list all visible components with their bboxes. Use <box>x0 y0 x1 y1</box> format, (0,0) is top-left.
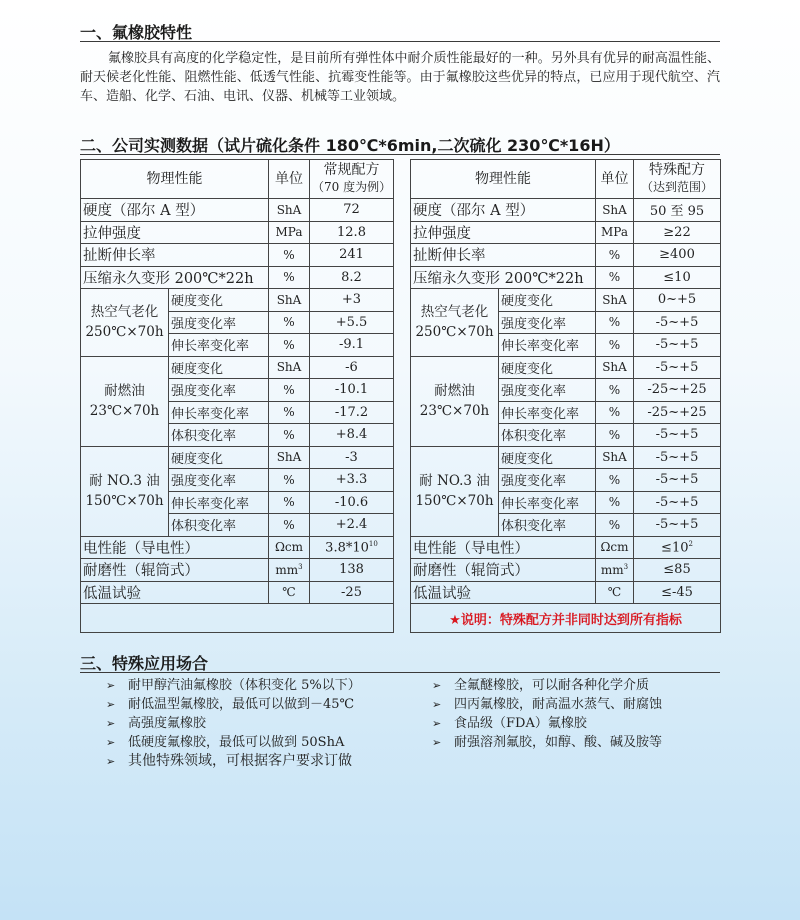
property-unit: ShA <box>269 289 310 312</box>
section-1-rule <box>80 41 720 42</box>
table-row <box>81 289 394 312</box>
section-3-title: 三、特殊应用场合 <box>80 654 209 673</box>
table-row <box>411 244 721 267</box>
test-group-label <box>411 446 499 536</box>
table-row <box>81 536 394 559</box>
unit-base: mm <box>600 562 624 577</box>
property-unit: % <box>596 401 634 424</box>
header-value-line1: 常规配方 <box>323 162 380 178</box>
table-row <box>81 266 394 289</box>
property-value: -9.1 <box>310 334 394 357</box>
property-name: 拉伸强度 <box>411 221 596 244</box>
arrow-bullet-icon: ➢ <box>106 679 116 692</box>
section-3-rule <box>80 672 720 673</box>
test-group-label <box>411 356 499 446</box>
property-name: 体积变化率 <box>169 424 269 447</box>
test-group-label <box>411 289 499 357</box>
test-group-condition: 250℃×70h <box>85 324 164 341</box>
property-value: -25~+25 <box>634 379 721 402</box>
property-value: -3 <box>310 446 394 469</box>
special-formula-table <box>410 159 721 633</box>
property-value: 12.8 <box>310 221 394 244</box>
property-unit: % <box>269 514 310 537</box>
table-row <box>81 559 394 582</box>
property-unit: % <box>596 491 634 514</box>
property-name: 强度变化率 <box>169 379 269 402</box>
table-footer-cell <box>411 604 721 633</box>
property-name: 伸长率变化率 <box>169 334 269 357</box>
table-row <box>81 356 394 379</box>
property-name: 强度变化率 <box>499 379 596 402</box>
property-name: 伸长率变化率 <box>499 491 596 514</box>
header-value-line1: 特殊配方 <box>649 162 705 178</box>
arrow-bullet-icon: ➢ <box>432 679 442 692</box>
value-exponent: 2 <box>688 539 693 548</box>
property-value: -5~+5 <box>634 334 721 357</box>
property-name: 硬度变化 <box>499 289 596 312</box>
property-value: ≥400 <box>634 244 721 267</box>
property-unit: Ωcm <box>596 536 634 559</box>
table-row <box>81 446 394 469</box>
property-name: 硬度变化 <box>169 289 269 312</box>
property-name: 压缩永久变形 200℃*22h <box>81 266 269 289</box>
property-unit: Ωcm <box>269 536 310 559</box>
test-group-label <box>81 446 169 536</box>
property-unit: % <box>596 334 634 357</box>
application-item <box>106 695 361 714</box>
property-value <box>634 536 721 559</box>
application-item <box>432 714 662 733</box>
property-value: -5~+5 <box>634 469 721 492</box>
property-name: 体积变化率 <box>499 424 596 447</box>
test-group-label <box>81 289 169 357</box>
property-unit: % <box>596 424 634 447</box>
table-row <box>81 221 394 244</box>
test-group-name: 耐 NO.3 油 <box>419 473 490 489</box>
table-row <box>411 221 721 244</box>
application-text: 高强度氟橡胶 <box>128 716 207 731</box>
property-unit <box>596 559 634 582</box>
property-value: +2.4 <box>310 514 394 537</box>
table-footer-row <box>81 604 394 633</box>
arrow-bullet-icon: ➢ <box>432 698 442 711</box>
property-unit: ShA <box>596 356 634 379</box>
property-value: ≥22 <box>634 221 721 244</box>
value-base: ≤10 <box>661 539 689 555</box>
test-group-condition: 150℃×70h <box>415 493 494 509</box>
property-unit: % <box>596 379 634 402</box>
property-name: 扯断伸长率 <box>81 244 269 267</box>
test-group-name: 热空气老化 <box>420 304 489 321</box>
test-group-condition: 23℃×70h <box>419 403 490 419</box>
unit-exponent: 3 <box>623 562 629 571</box>
property-value: -25 <box>310 581 394 604</box>
property-name: 耐磨性（辊筒式） <box>81 559 269 582</box>
property-unit: MPa <box>269 221 310 244</box>
table-row <box>411 266 721 289</box>
property-value: +3 <box>310 289 394 312</box>
property-value: +5.5 <box>310 311 394 334</box>
property-name: 体积变化率 <box>499 514 596 537</box>
test-group-label <box>81 356 169 446</box>
application-text: 耐强溶剂氟胶，如醇、酸、碱及胺等 <box>454 735 663 750</box>
property-value: ≤-45 <box>634 581 721 604</box>
application-text: 耐甲醇汽油氟橡胶（体积变化 5%以下） <box>128 678 361 693</box>
property-name: 低温试验 <box>411 581 596 604</box>
section-2-rule <box>80 154 720 155</box>
application-text: 低硬度氟橡胶，最低可以做到 50ShA <box>128 735 345 750</box>
property-unit: % <box>269 334 310 357</box>
property-value: 50 至 95 <box>634 199 721 222</box>
test-group-name: 耐 NO.3 油 <box>89 473 160 489</box>
property-unit: % <box>269 401 310 424</box>
property-name: 硬度变化 <box>169 356 269 379</box>
application-item <box>106 676 361 695</box>
property-name: 耐磨性（辊筒式） <box>411 559 596 582</box>
property-value: -10.1 <box>310 379 394 402</box>
property-value: 0~+5 <box>634 289 721 312</box>
property-name: 体积变化率 <box>169 514 269 537</box>
application-text: 食品级（FDA）氟橡胶 <box>454 716 587 731</box>
table-row <box>411 581 721 604</box>
property-unit: % <box>596 514 634 537</box>
property-value: -5~+5 <box>634 311 721 334</box>
property-unit: ShA <box>269 446 310 469</box>
property-unit: ShA <box>596 446 634 469</box>
property-unit: % <box>596 311 634 334</box>
application-text: 其他特殊领域，可根据客户要求订做 <box>128 753 352 769</box>
property-name: 扯断伸长率 <box>411 244 596 267</box>
unit-exponent: 3 <box>298 562 303 571</box>
arrow-bullet-icon: ➢ <box>106 698 116 711</box>
table-row <box>411 536 721 559</box>
property-value: -5~+5 <box>634 446 721 469</box>
header-property: 物理性能 <box>411 160 596 199</box>
header-property: 物理性能 <box>81 160 269 199</box>
application-text: 耐低温型氟橡胶，最低可以做到－45℃ <box>128 697 355 712</box>
application-text: 全氟醚橡胶，可以耐各种化学介质 <box>454 678 650 693</box>
application-item <box>432 695 662 714</box>
property-unit: ShA <box>269 199 310 222</box>
property-unit: % <box>596 244 634 267</box>
application-item <box>106 714 361 733</box>
value-base: 3.8*10 <box>325 539 369 555</box>
property-name: 强度变化率 <box>169 469 269 492</box>
property-value: ≤85 <box>634 559 721 582</box>
arrow-bullet-icon: ➢ <box>106 717 116 730</box>
property-value: -5~+5 <box>634 356 721 379</box>
property-value: ≤10 <box>634 266 721 289</box>
header-row <box>411 160 721 199</box>
property-name: 电性能（导电性） <box>81 536 269 559</box>
arrow-bullet-icon: ➢ <box>432 736 442 749</box>
property-name: 硬度（邵尔 A 型） <box>411 199 596 222</box>
property-name: 硬度变化 <box>169 446 269 469</box>
table-row <box>411 446 721 469</box>
property-value: -5~+5 <box>634 424 721 447</box>
application-item <box>432 676 662 695</box>
property-unit: % <box>269 379 310 402</box>
property-unit: % <box>596 469 634 492</box>
property-unit <box>269 559 310 582</box>
test-group-condition: 150℃×70h <box>85 493 164 509</box>
property-value: 8.2 <box>310 266 394 289</box>
property-unit: % <box>269 244 310 267</box>
table-row <box>81 244 394 267</box>
header-value <box>634 160 721 199</box>
header-row <box>81 160 394 199</box>
table-row <box>81 581 394 604</box>
test-group-condition: 250℃×70h <box>415 324 494 341</box>
property-value: +3.3 <box>310 469 394 492</box>
property-name: 低温试验 <box>81 581 269 604</box>
table-footer-row <box>411 604 721 633</box>
property-value: -17.2 <box>310 401 394 424</box>
property-value: -5~+5 <box>634 514 721 537</box>
application-item <box>106 752 361 771</box>
property-unit: % <box>269 491 310 514</box>
header-value-line2: （70 度为例） <box>312 180 392 194</box>
property-unit: % <box>596 266 634 289</box>
property-unit: ℃ <box>596 581 634 604</box>
header-unit: 单位 <box>269 160 310 199</box>
property-value: -5~+5 <box>634 491 721 514</box>
test-group-name: 热空气老化 <box>90 304 159 321</box>
property-name: 拉伸强度 <box>81 221 269 244</box>
property-value: +8.4 <box>310 424 394 447</box>
property-value: -10.6 <box>310 491 394 514</box>
intro-paragraph: 氟橡胶具有高度的化学稳定性，是目前所有弹性体中耐介质性能最好的一种。另外具有优异的耐高温性能、耐天候老化性能、阻燃性能、低透气性能、抗霉变性能等。由于氟橡胶这些优异的特点，已应用于现代航空、汽车、造船、化学、石油、电讯、仪器、机械等工业领域。 <box>80 51 720 104</box>
property-name: 压缩永久变形 200℃*22h <box>411 266 596 289</box>
table-row <box>411 356 721 379</box>
table-row <box>411 199 721 222</box>
table-footer-cell <box>81 604 394 633</box>
property-name: 伸长率变化率 <box>169 491 269 514</box>
property-unit: ShA <box>596 199 634 222</box>
property-unit: MPa <box>596 221 634 244</box>
property-value: 72 <box>310 199 394 222</box>
property-unit: % <box>269 311 310 334</box>
standard-formula-table <box>80 159 394 633</box>
unit-base: mm <box>275 562 299 577</box>
applications-list-right <box>432 676 662 752</box>
property-unit: % <box>269 469 310 492</box>
test-group-name: 耐燃油 <box>104 383 145 399</box>
property-unit: % <box>269 424 310 447</box>
property-value: -6 <box>310 356 394 379</box>
property-name: 硬度（邵尔 A 型） <box>81 199 269 222</box>
property-value <box>310 536 394 559</box>
property-name: 强度变化率 <box>499 311 596 334</box>
test-group-name: 耐燃油 <box>434 383 475 399</box>
property-unit: ℃ <box>269 581 310 604</box>
property-value: 138 <box>310 559 394 582</box>
table-row <box>411 289 721 312</box>
property-name: 强度变化率 <box>169 311 269 334</box>
section-2-title: 二、公司实测数据（试片硫化条件 180℃*6min,二次硫化 230℃*16H） <box>80 136 620 155</box>
property-name: 伸长率变化率 <box>499 334 596 357</box>
table-row <box>411 559 721 582</box>
property-name: 伸长率变化率 <box>169 401 269 424</box>
property-name: 硬度变化 <box>499 356 596 379</box>
table-row <box>81 199 394 222</box>
property-unit: % <box>269 266 310 289</box>
application-item <box>432 733 662 752</box>
arrow-bullet-icon: ➢ <box>106 755 116 768</box>
application-text: 四丙氟橡胶，耐高温水蒸气、耐腐蚀 <box>454 697 663 712</box>
header-value <box>310 160 394 199</box>
property-name: 硬度变化 <box>499 446 596 469</box>
property-unit: ShA <box>596 289 634 312</box>
special-formula-note: ★说明：特殊配方并非同时达到所有指标 <box>449 612 682 628</box>
header-value-line2: （达到范围） <box>640 180 713 194</box>
arrow-bullet-icon: ➢ <box>432 717 442 730</box>
property-value: -25~+25 <box>634 401 721 424</box>
applications-list-left <box>106 676 361 771</box>
arrow-bullet-icon: ➢ <box>106 736 116 749</box>
property-name: 电性能（导电性） <box>411 536 596 559</box>
test-group-condition: 23℃×70h <box>89 403 160 419</box>
header-unit: 单位 <box>596 160 634 199</box>
property-unit: ShA <box>269 356 310 379</box>
application-item <box>106 733 361 752</box>
value-exponent: 10 <box>368 539 378 548</box>
property-value: 241 <box>310 244 394 267</box>
property-name: 伸长率变化率 <box>499 401 596 424</box>
property-name: 强度变化率 <box>499 469 596 492</box>
section-1-title: 一、氟橡胶特性 <box>80 23 193 42</box>
